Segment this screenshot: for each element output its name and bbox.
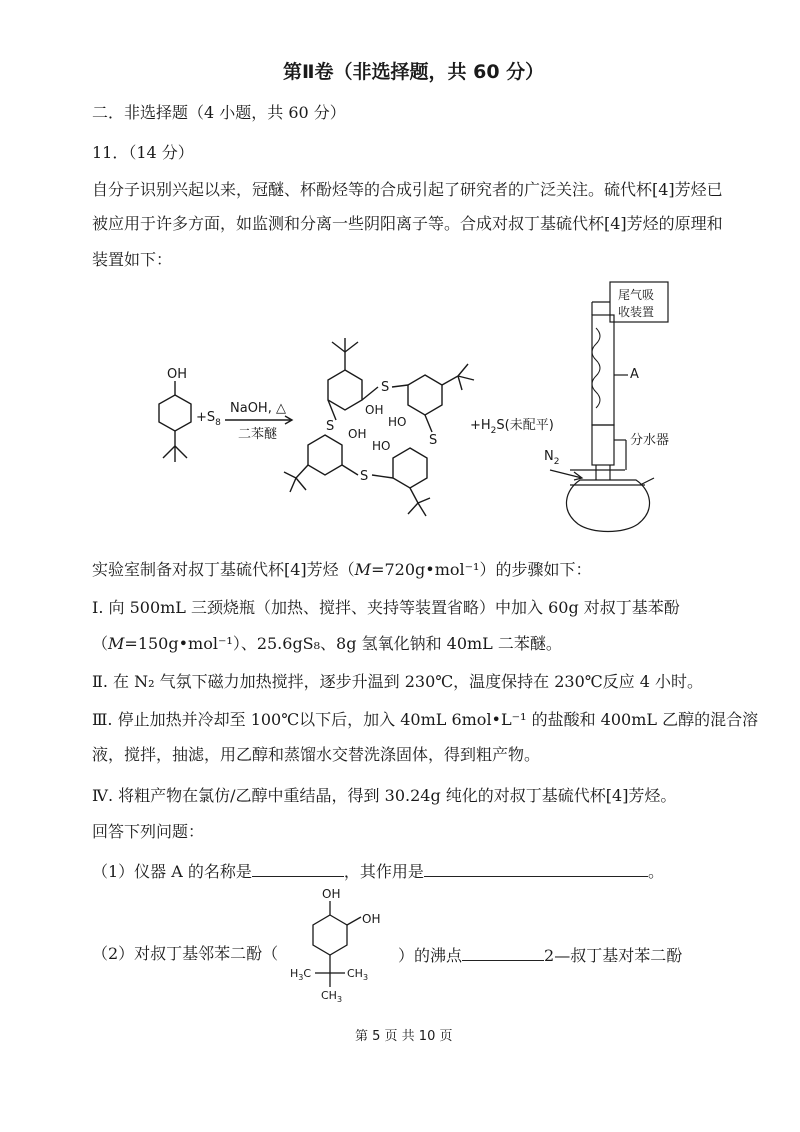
page-footer: 第 5 页 共 10 页 [355, 1029, 453, 1044]
catechol-ch3-bottom: $CH_3$ [321, 989, 343, 1004]
subquestion-2-part-b: ）的沸点 2—叔丁基对苯二酚 [398, 946, 683, 965]
intro-line-3: 装置如下： [92, 250, 173, 269]
sulfur-label-3: S [429, 433, 438, 448]
catechol-structure [285, 885, 395, 1015]
reaction-condition-bottom: 二苯醚 [238, 427, 278, 442]
step-2: Ⅱ. 在 N₂ 气氛下磁力加热搅拌，逐步升温到 230℃，温度保持在 230℃反应 4 小时。 [92, 672, 704, 691]
tail-gas-label-1: 尾气吸 [618, 288, 655, 302]
sulfur-label-2: S [326, 419, 335, 434]
reaction-condition-top: NaOH, △ [230, 401, 286, 416]
answer-blank-2[interactable] [424, 860, 648, 877]
question-number: 11．（14 分） [92, 143, 194, 162]
oh-label-2: OH [348, 427, 367, 441]
step-1-line-2: （M=150g•mol⁻¹）、25.6gS₈、8g 氢氧化钠和 40mL 二苯醚。 [92, 634, 562, 653]
step-1-line-1: Ⅰ. 向 500mL 三颈烧瓶（加热、搅拌、夹持等装置省略）中加入 60g 对叔丁基苯酚 [92, 598, 680, 617]
water-separator-label: 分水器 [630, 433, 670, 448]
answer-blank-3[interactable] [462, 944, 544, 961]
instrument-a-label: A [630, 367, 639, 382]
catechol-ch3-right: $CH_3$ [347, 967, 369, 982]
sulfur-label-4: S [360, 469, 369, 484]
intro-line-1: 自分子识别兴起以来，冠醚、杯酚烃等的合成引起了研究者的广泛关注。硫代杯[4]芳烃已 [92, 180, 723, 199]
page-title: 第Ⅱ卷（非选择题，共 60 分） [283, 61, 545, 83]
phenol-ring [159, 395, 191, 431]
section-heading: 二．非选择题（4 小题，共 60 分） [92, 103, 346, 122]
tail-gas-label-2: 收装置 [618, 305, 655, 319]
answer-blank-1[interactable] [252, 860, 344, 877]
condenser-a [592, 315, 614, 425]
step-3-line-1: Ⅲ. 停止加热并冷却至 100℃以下后，加入 40mL 6mol•L⁻¹ 的盐酸和 400mL 乙醇的混合溶 [92, 710, 759, 729]
catechol-oh-1: OH [322, 887, 341, 901]
h2s-byproduct: $+H_2S$(未配平) [470, 418, 554, 436]
catechol-oh-2: OH [362, 912, 381, 926]
catechol-h3c: $H_3C$ [290, 967, 312, 982]
answer-prompt: 回答下列问题： [92, 822, 205, 841]
three-neck-flask [566, 480, 649, 532]
ho-label-1: HO [388, 415, 407, 429]
n2-label: $N_2$ [544, 449, 560, 467]
intro-line-2: 被应用于许多方面，如监测和分离一些阴阳离子等。合成对叔丁基硫代杯[4]芳烃的原理和 [92, 214, 723, 233]
oh-label-1: OH [365, 403, 384, 417]
phenol-oh: OH [167, 367, 188, 382]
step-4: Ⅳ. 将粗产物在氯仿/乙醇中重结晶，得到 30.24g 纯化的对叔丁基硫代杯[4]芳烃。 [92, 786, 677, 805]
water-separator [592, 425, 614, 465]
steps-intro: 实验室制备对叔丁基硫代杯[4]芳烃（M=720g•mol⁻¹）的步骤如下： [92, 560, 592, 579]
subquestion-2-part-a: （2）对叔丁基邻苯二酚（ [92, 944, 279, 963]
reaction-scheme [0, 290, 560, 530]
step-3-line-2: 液，搅拌，抽滤，用乙醇和蒸馏水交替洗涤固体，得到粗产物。 [92, 745, 541, 764]
plus-s8: $+S_8$ [196, 410, 221, 428]
subquestion-1: （1）仪器 A 的名称是 ，其作用是 。 [92, 862, 664, 881]
ho-label-2: HO [372, 439, 391, 453]
apparatus-diagram [530, 280, 680, 540]
sulfur-label-1: S [381, 380, 390, 395]
